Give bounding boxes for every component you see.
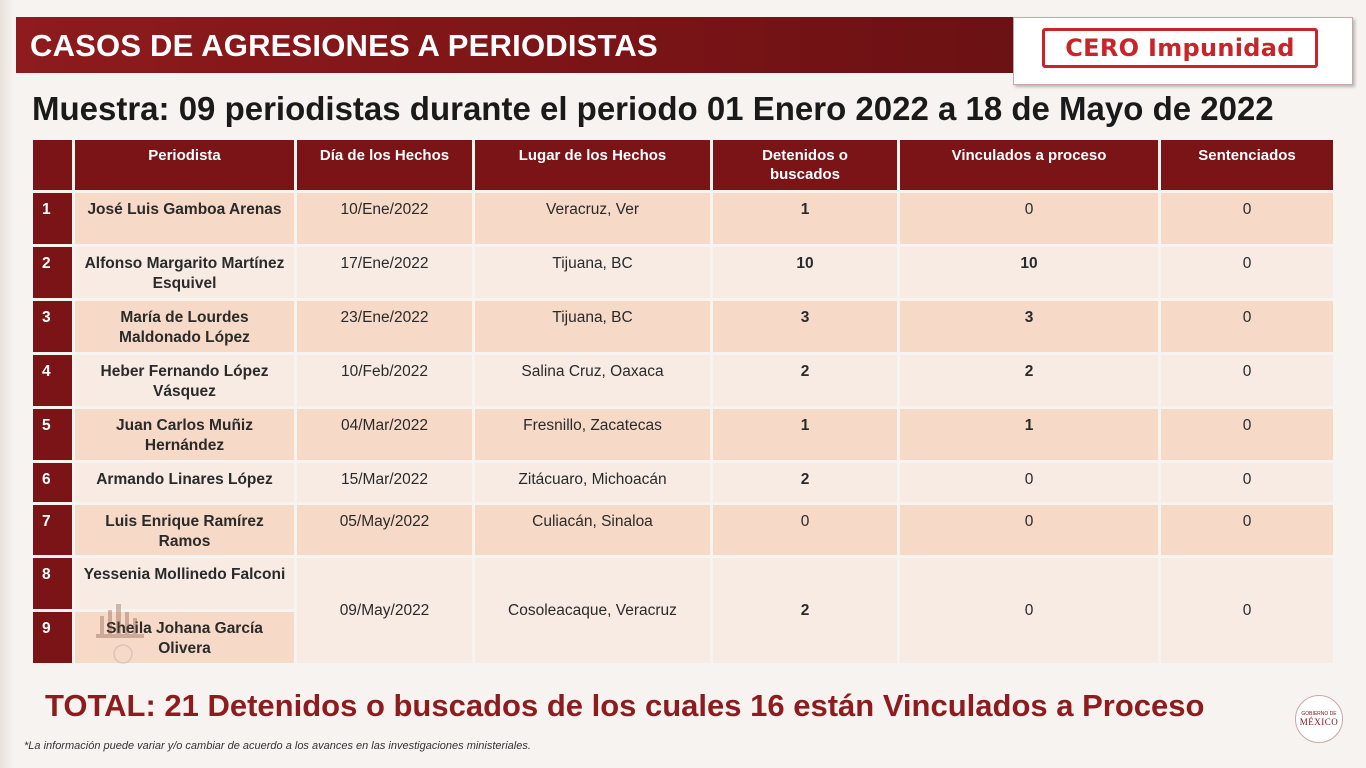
event-date: 10/Ene/2022	[297, 193, 472, 244]
header-periodista: Periodista	[75, 140, 294, 190]
linked-count: 0	[900, 463, 1158, 502]
sentenced-count: 0	[1161, 505, 1333, 555]
detained-count: 10	[713, 247, 897, 298]
journalist-name: María de Lourdes Maldonado López	[75, 301, 294, 352]
table-row	[33, 355, 1333, 406]
table-row	[33, 247, 1333, 298]
event-date: 15/Mar/2022	[297, 463, 472, 502]
table-row	[33, 193, 1333, 244]
detained-count: 1	[713, 409, 897, 460]
footnote: *La información puede variar y/o cambiar de acuerdo a los avances en las investigaciones ministeriales.	[24, 740, 531, 752]
table-row	[33, 558, 1333, 609]
row-number: 2	[33, 247, 72, 298]
journalist-name: Yessenia Mollinedo Falconi	[75, 558, 294, 609]
sentenced-count: 0	[1161, 409, 1333, 460]
journalist-name: José Luis Gamboa Arenas	[75, 193, 294, 244]
event-place: Fresnillo, Zacatecas	[475, 409, 710, 460]
total-summary: TOTAL: 21 Detenidos o buscados de los cuales 16 están Vinculados a Proceso	[45, 688, 1205, 723]
header-number	[33, 140, 72, 190]
linked-count: 0	[900, 505, 1158, 555]
row-number: 7	[33, 505, 72, 555]
row-number: 1	[33, 193, 72, 244]
event-place: Culiacán, Sinaloa	[475, 505, 710, 555]
linked-count: 0	[900, 558, 1158, 663]
logo-line2: MÉXICO	[1299, 717, 1339, 727]
row-number: 5	[33, 409, 72, 460]
detained-count: 0	[713, 505, 897, 555]
stamp-text: CERO Impunidad	[1065, 34, 1295, 62]
logo-line1: GOBIERNO DE	[1301, 711, 1337, 717]
left-decoration	[0, 0, 14, 768]
event-date: 09/May/2022	[297, 558, 472, 663]
journalist-name: Armando Linares López	[75, 463, 294, 502]
detained-count: 1	[713, 193, 897, 244]
event-date: 05/May/2022	[297, 505, 472, 555]
journalist-name: Juan Carlos Muñiz Hernández	[75, 409, 294, 460]
table-header-row	[33, 140, 1333, 190]
header-lugar: Lugar de los Hechos	[475, 140, 710, 190]
header-dia: Día de los Hechos	[297, 140, 472, 190]
header-sentenciados: Sentenciados	[1161, 140, 1333, 190]
event-date: 17/Ene/2022	[297, 247, 472, 298]
detained-count: 2	[713, 463, 897, 502]
journalist-name: Sheila Johana García Olivera	[75, 612, 294, 663]
linked-count: 2	[900, 355, 1158, 406]
header-vinculados: Vinculados a proceso	[900, 140, 1158, 190]
event-place: Tijuana, BC	[475, 301, 710, 352]
event-place: Veracruz, Ver	[475, 193, 710, 244]
event-place: Cosoleacaque, Veracruz	[475, 558, 710, 663]
detained-count: 2	[713, 355, 897, 406]
event-place: Tijuana, BC	[475, 247, 710, 298]
event-date: 23/Ene/2022	[297, 301, 472, 352]
government-watermark-icon	[88, 596, 158, 666]
row-number: 9	[33, 612, 72, 663]
row-number: 6	[33, 463, 72, 502]
event-date: 10/Feb/2022	[297, 355, 472, 406]
linked-count: 10	[900, 247, 1158, 298]
subtitle: Muestra: 09 periodistas durante el periodo 01 Enero 2022 a 18 de Mayo de 2022	[32, 90, 1274, 127]
linked-count: 3	[900, 301, 1158, 352]
linked-count: 0	[900, 193, 1158, 244]
page-title: CASOS DE AGRESIONES A PERIODISTAS	[30, 28, 658, 63]
journalist-name: Luis Enrique Ramírez Ramos	[75, 505, 294, 555]
sentenced-count: 0	[1161, 301, 1333, 352]
event-place: Salina Cruz, Oaxaca	[475, 355, 710, 406]
sentenced-count: 0	[1161, 247, 1333, 298]
journalist-name: Alfonso Margarito Martínez Esquivel	[75, 247, 294, 298]
detained-count: 3	[713, 301, 897, 352]
sentenced-count: 0	[1161, 558, 1333, 663]
table-row	[33, 463, 1333, 502]
detained-count: 2	[713, 558, 897, 663]
event-place: Zitácuaro, Michoacán	[475, 463, 710, 502]
cero-impunidad-stamp	[1042, 28, 1318, 68]
row-number: 8	[33, 558, 72, 609]
sentenced-count: 0	[1161, 193, 1333, 244]
table-row	[33, 505, 1333, 555]
row-number: 4	[33, 355, 72, 406]
sentenced-count: 0	[1161, 463, 1333, 502]
gobierno-mexico-logo	[1295, 695, 1343, 743]
table-row	[33, 301, 1333, 352]
header-detenidos: Detenidos o buscados	[713, 140, 897, 190]
linked-count: 1	[900, 409, 1158, 460]
table-row	[33, 409, 1333, 460]
row-number: 3	[33, 301, 72, 352]
cases-table	[30, 137, 1336, 666]
journalist-name: Heber Fernando López Vásquez	[75, 355, 294, 406]
event-date: 04/Mar/2022	[297, 409, 472, 460]
sentenced-count: 0	[1161, 355, 1333, 406]
